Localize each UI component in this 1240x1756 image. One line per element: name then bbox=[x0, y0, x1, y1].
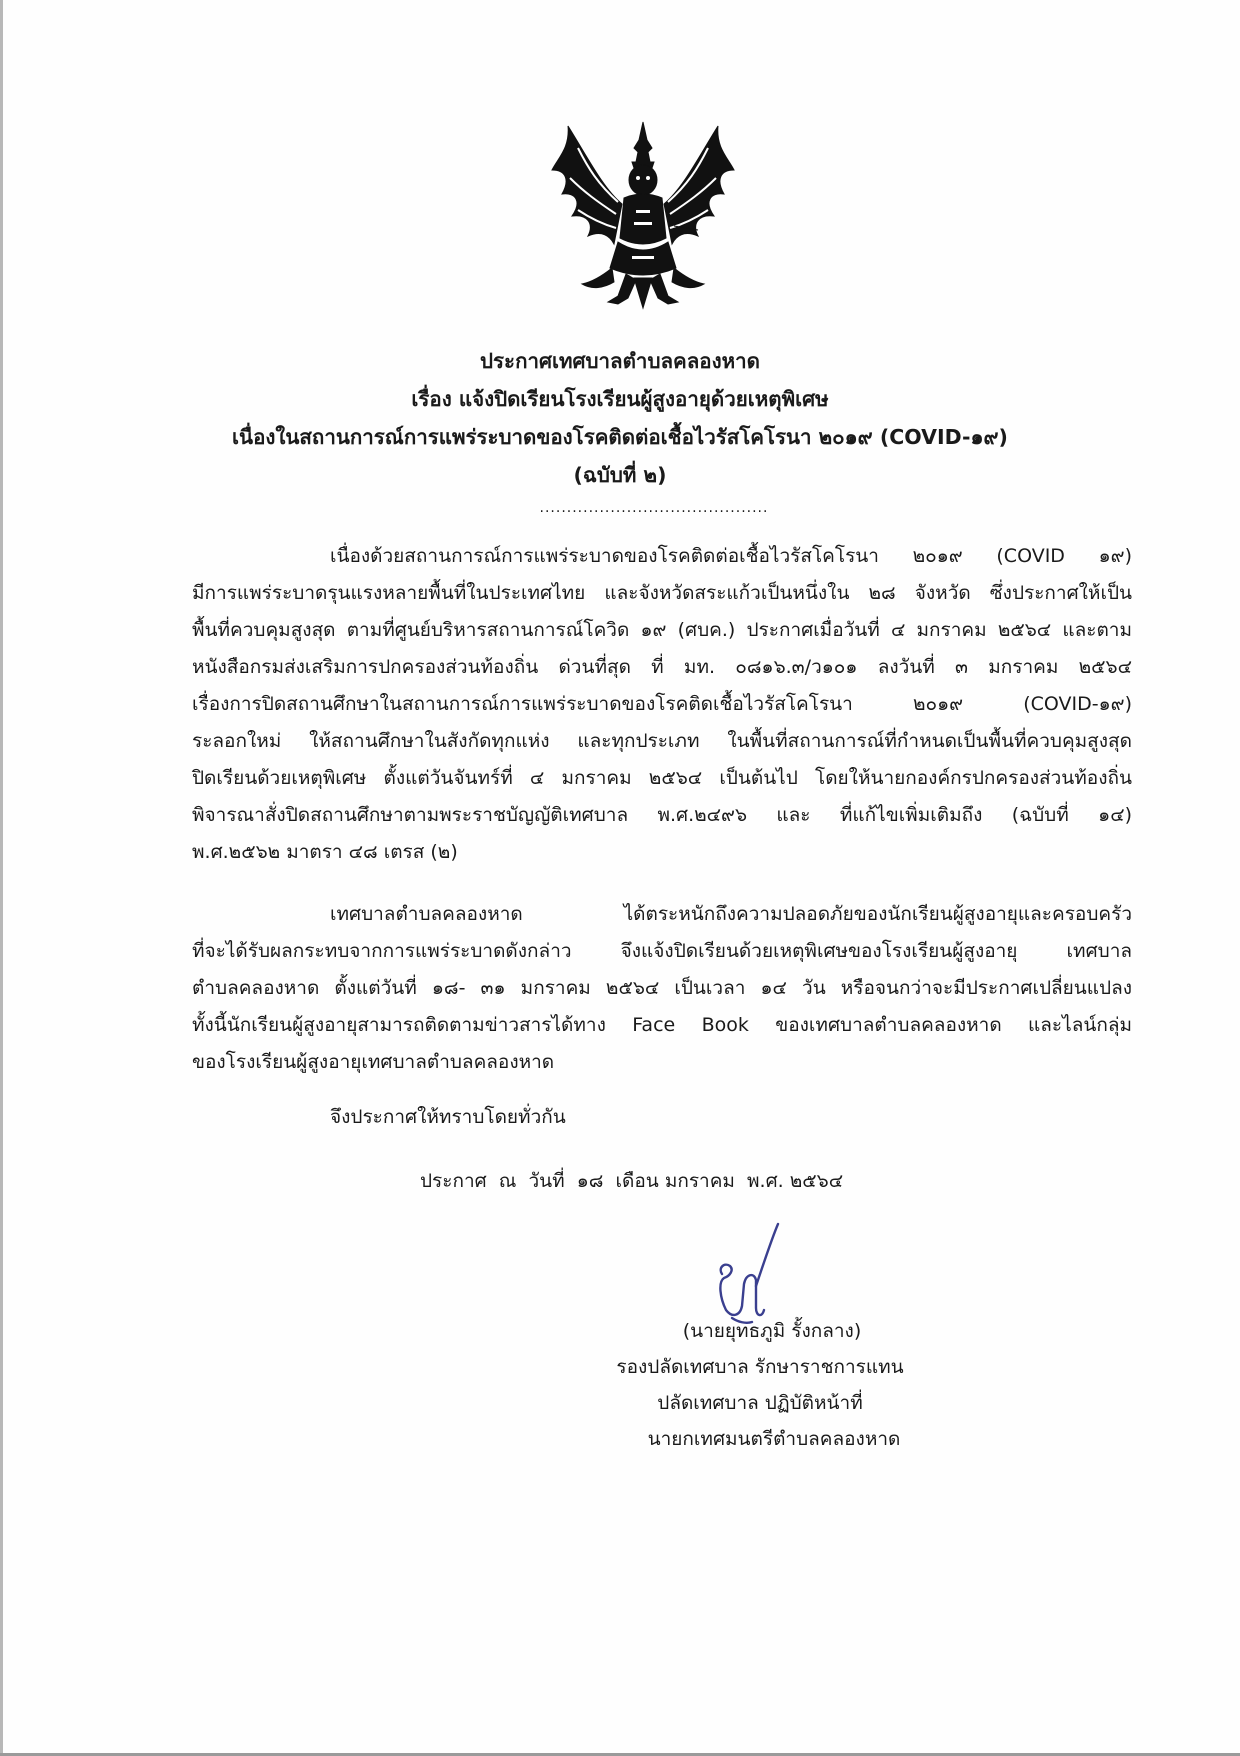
paragraph1-line: หนังสือกรมส่งเสริมการปกครองส่วนท้องถิ่น ด่วนที่สุด ที่ มท. ๐๘๑๖.๓/ว๑๐๑ ลงวันที่ ๓ มกราคม ๒๕๖๔ bbox=[192, 656, 1132, 678]
announcement-context: เนื่องในสถานการณ์การแพร่ระบาดของโรคติดต่อเชื้อไวรัสโคโรนา ๒๐๑๙ (COVID-๑๙) bbox=[232, 425, 1008, 449]
paragraph1-line: เรื่องการปิดสถานศึกษาในสถานการณ์การแพร่ระบาดของโรคติดเชื้อไวรัสโคโรนา ๒๐๑๙ (COVID-๑๙) bbox=[192, 693, 1132, 715]
paragraph2-line: ที่จะได้รับผลกระทบจากการแพร่ระบาดดังกล่าว จึงแจ้งปิดเรียนด้วยเหตุพิเศษของโรงเรียนผู้สูงอายุ เทศบาล bbox=[192, 940, 1132, 962]
signatory-position: รองปลัดเทศบาล รักษาราชการแทน bbox=[616, 1356, 904, 1378]
announcement-title: ประกาศเทศบาลตำบลคลองหาด bbox=[480, 349, 760, 373]
signatory-position: ปลัดเทศบาล ปฏิบัติหน้าที่ bbox=[657, 1392, 863, 1414]
paragraph1-line: พิจารณาสั่งปิดสถานศึกษาตามพระราชบัญญัติเทศบาล พ.ศ.๒๔๙๖ และ ที่แก้ไขเพิ่มเติมถึง (ฉบับที่ ๑๔) bbox=[192, 804, 1132, 826]
paragraph2-line: ทั้งนี้นักเรียนผู้สูงอายุสามารถติดตามข่าวสารได้ทาง Face Book ของเทศบาลตำบลคลองหาด และไลน์กลุ่ม bbox=[192, 1014, 1132, 1036]
paragraph1-line: พื้นที่ควบคุมสูงสุด ตามที่ศูนย์บริหารสถานการณ์โควิด ๑๙ (ศบค.) ประกาศเมื่อวันที่ ๔ มกราคม ๒๕๖๔ และตาม bbox=[192, 619, 1132, 641]
garuda-emblem-icon bbox=[548, 118, 738, 310]
signature-mark bbox=[712, 1218, 802, 1330]
paragraph1-line: ปิดเรียนด้วยเหตุพิเศษ ตั้งแต่วันจันทร์ที่ ๔ มกราคม ๒๕๖๔ เป็นต้นไป โดยให้นายกองค์กรปกครองส่วนท้องถิ่น bbox=[192, 767, 1132, 789]
paragraph1-line: มีการแพร่ระบาดรุนแรงหลายพื้นที่ในประเทศไทย และจังหวัดสระแก้วเป็นหนึ่งใน ๒๘ จังหวัด ซึ่งประกาศให้เป็น bbox=[192, 582, 1132, 604]
announcement-date: ประกาศ ณ วันที่ ๑๘ เดือน มกราคม พ.ศ. ๒๕๖๔ bbox=[420, 1170, 844, 1192]
paragraph1-line: พ.ศ.๒๕๖๒ มาตรา ๔๘ เตรส (๒) bbox=[192, 841, 458, 863]
paragraph2-line: เทศบาลตำบลคลองหาด ได้ตระหนักถึงความปลอดภัยของนักเรียนผู้สูงอายุและครอบครัว bbox=[330, 903, 1132, 925]
paragraph2-line: ของโรงเรียนผู้สูงอายุเทศบาลตำบลคลองหาด bbox=[192, 1051, 555, 1073]
separator-dots: .......................................... bbox=[539, 500, 769, 516]
announcement-edition: (ฉบับที่ ๒) bbox=[573, 463, 667, 487]
signatory-name: (นายยุทธภูมิ รั้งกลาง) bbox=[682, 1320, 862, 1342]
paragraph1-line: เนื่องด้วยสถานการณ์การแพร่ระบาดของโรคติดต่อเชื้อไวรัสโคโรนา ๒๐๑๙ (COVID ๑๙) bbox=[330, 545, 1132, 567]
paragraph1-line: ระลอกใหม่ ให้สถานศึกษาในสังกัดทุกแห่ง และทุกประเภท ในพื้นที่สถานการณ์ที่กำหนดเป็นพื้นที่ควบคุมสูงสุด bbox=[192, 730, 1132, 752]
scan-edge-left bbox=[0, 0, 3, 1756]
paragraph2-line: ตำบลคลองหาด ตั้งแต่วันที่ ๑๘- ๓๑ มกราคม ๒๕๖๔ เป็นเวลา ๑๔ วัน หรือจนกว่าจะมีประกาศเปลี่ยนแปลง bbox=[192, 977, 1132, 999]
closing-statement: จึงประกาศให้ทราบโดยทั่วกัน bbox=[330, 1106, 566, 1128]
signatory-position: นายกเทศมนตรีตำบลคลองหาด bbox=[647, 1428, 901, 1450]
announcement-subject: เรื่อง แจ้งปิดเรียนโรงเรียนผู้สูงอายุด้วยเหตุพิเศษ bbox=[411, 387, 829, 411]
